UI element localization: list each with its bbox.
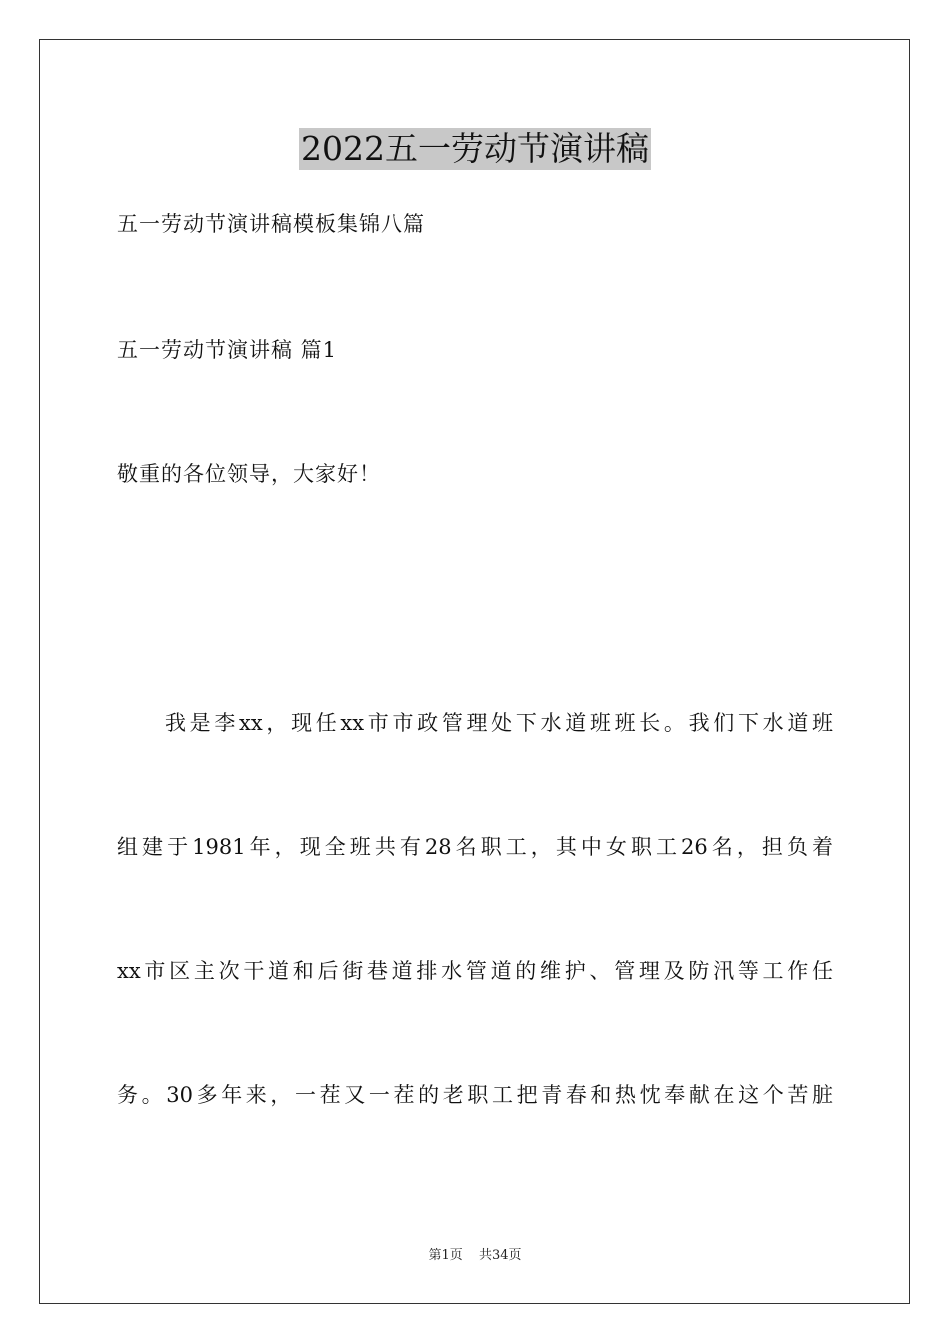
paragraph-line: 我是李xx，现任xx市市政管理处下水道班班长。我们下水道班 [165, 711, 833, 735]
greeting-line: 敬重的各位领导，大家好！ [117, 462, 381, 486]
page-footer [0, 1247, 950, 1265]
page-total: 共34页 [478, 1248, 522, 1263]
document-subtitle: 五一劳动节演讲稿模板集锦八篇 [117, 212, 425, 236]
paragraph-line: 组建于1981年，现全班共有28名职工，其中女职工26名，担负着 [117, 835, 833, 859]
paragraph-line: xx市区主次干道和后街巷道排水管道的维护、管理及防汛等工作任 [117, 959, 833, 983]
page-number: 第1页 [428, 1248, 463, 1263]
document-title: 2022五一劳动节演讲稿 [301, 129, 649, 168]
section-heading: 五一劳动节演讲稿 篇1 [117, 338, 338, 362]
title-container [0, 128, 950, 170]
paragraph-line: 务。30多年来，一茬又一茬的老职工把青春和热忱奉献在这个苦脏 [117, 1083, 833, 1107]
